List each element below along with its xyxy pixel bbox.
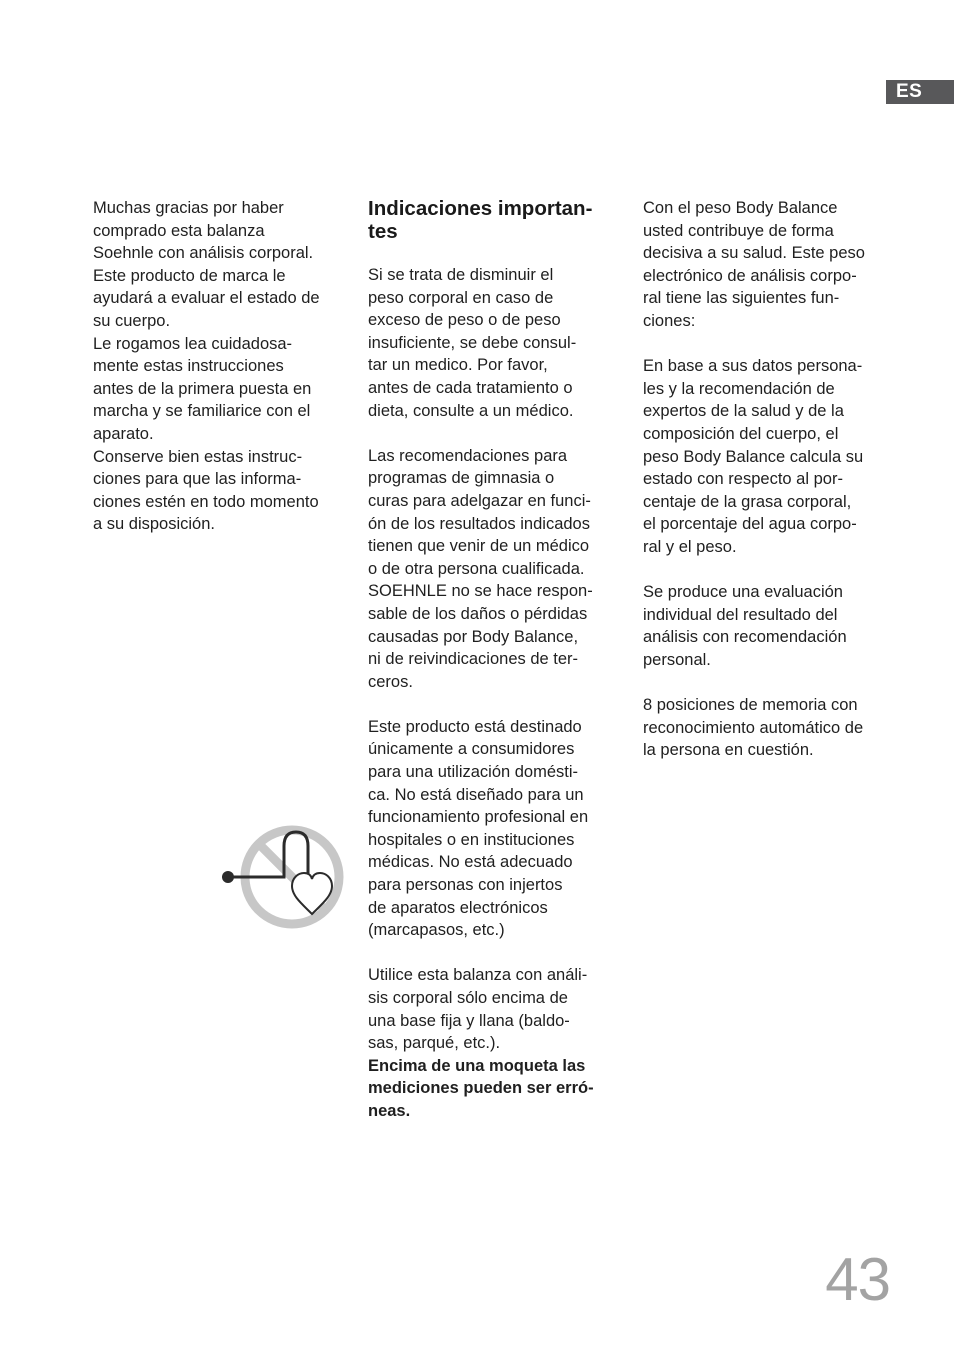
page-number: 43 <box>825 1246 890 1313</box>
notes-paragraph: Si se trata de disminuir el peso corporal en caso de exceso de peso o de peso insuficiente, se debe consul- tar un medico. Por favor, antes de cada tratamiento o dieta, consulte a un médico. <box>368 266 577 420</box>
intro-paragraph: Conserve bien estas instruc- ciones para que las informa- ciones estén en todo momento a su disposición. <box>93 447 319 534</box>
important-notes-column <box>368 197 628 1123</box>
functions-paragraph: 8 posiciones de memoria con reconocimiento automático de la persona en cuestión. <box>643 696 864 760</box>
intro-paragraph: Muchas gracias por haber comprado esta balanza Soehnle con análisis corporal. Este producto de marca le ayudará a evaluar el estado de su cuerpo. <box>93 199 320 330</box>
no-pacemaker-icon <box>218 822 348 932</box>
carpet-warning: Encima de una moqueta las mediciones pueden ser erró- neas. <box>368 1056 594 1120</box>
language-tab: ES <box>886 80 954 104</box>
intro-paragraph: Le rogamos lea cuidadosa- mente estas instrucciones antes de la primera puesta en marcha y se familiarice con el aparato. <box>93 334 312 443</box>
functions-column <box>643 197 903 762</box>
functions-paragraph: En base a sus datos persona- les y la recomendación de expertos de la salud y de la composición del cuerpo, el peso Body Balance calcula su estado con respecto al por- centaje de la grasa corporal, el porcentaje del agua corpo- ral y el peso. <box>643 357 864 556</box>
functions-paragraph: Se produce una evaluación individual del resultado del análisis con recomendación personal. <box>643 583 847 669</box>
notes-paragraph: Este producto está destinado únicamente a consumidores para una utilización domésti- ca. No está diseñado para un funcionamiento profesional en hospitales o en instituciones médicas. No está adecuado para personas con injertos de aparatos electrónicos (marcapasos, etc.) <box>368 717 589 940</box>
intro-column <box>93 197 353 536</box>
section-heading: Indicaciones importan- tes <box>368 197 593 243</box>
notes-paragraph: Las recomendaciones para programas de gimnasia o curas para adelgazar en funci- ón de los resultados indicados tienen que venir de un médico o de otra persona cualificada. SOEHNLE no se hace respon- sable de los daños o pérdidas causadas por Body Balance, ni de reivindicaciones de ter- ceros. <box>368 446 593 691</box>
notes-paragraph: Utilice esta balanza con análi- sis corporal sólo encima de una base fija y llana (baldo- sas, parqué, etc.). <box>368 966 588 1053</box>
functions-paragraph: Con el peso Body Balance usted contribuye de forma decisiva a su salud. Este peso electrónico de análisis corpo- ral tiene las siguientes fun- ciones: <box>643 199 865 330</box>
